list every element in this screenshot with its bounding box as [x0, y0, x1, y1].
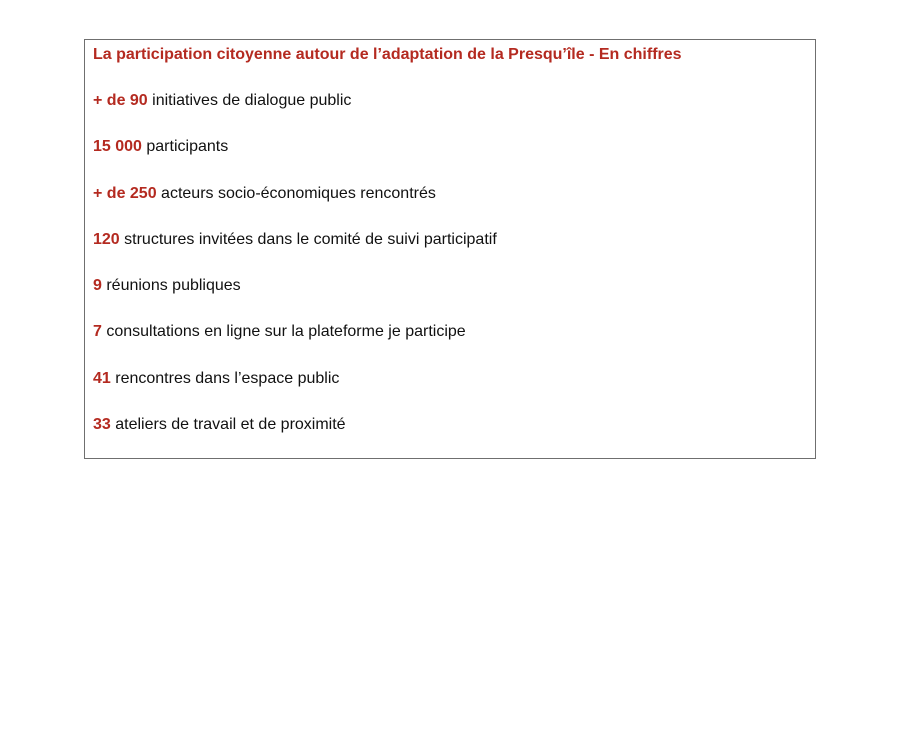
stat-text: structures invitées dans le comité de suivi participatif — [119, 230, 497, 248]
stat-number: 33 — [93, 416, 111, 434]
stat-text: ateliers de travail et de proximité — [110, 416, 346, 434]
stat-text: initiatives de dialogue public — [147, 92, 352, 109]
stat-item — [93, 323, 497, 369]
stat-text: consultations en ligne sur la plateforme je participe — [101, 323, 466, 341]
stats-list — [93, 92, 497, 462]
stat-text: rencontres dans l’espace public — [110, 369, 340, 387]
stat-item — [93, 185, 497, 231]
stat-text: acteurs socio-économiques rencontrés — [156, 184, 436, 202]
stat-number: 120 — [93, 230, 120, 248]
document-title: La participation citoyenne autour de l’adaptation de la Presqu’île - En chiffres — [93, 46, 682, 63]
stat-text: réunions publiques — [101, 277, 241, 295]
stat-item — [93, 416, 497, 462]
stat-item — [93, 138, 497, 184]
stat-number: 15 000 — [93, 138, 142, 156]
stat-item — [93, 277, 497, 323]
stat-number: + de 250 — [93, 184, 157, 202]
stat-item — [93, 370, 497, 416]
stat-item — [93, 231, 497, 277]
stat-number: 9 — [93, 277, 102, 295]
stats-box — [84, 39, 816, 459]
stat-number: 7 — [93, 323, 102, 341]
stat-item — [93, 92, 497, 138]
stat-number: 41 — [93, 369, 111, 387]
stat-number: + de 90 — [93, 92, 148, 109]
stat-text: participants — [141, 138, 229, 156]
